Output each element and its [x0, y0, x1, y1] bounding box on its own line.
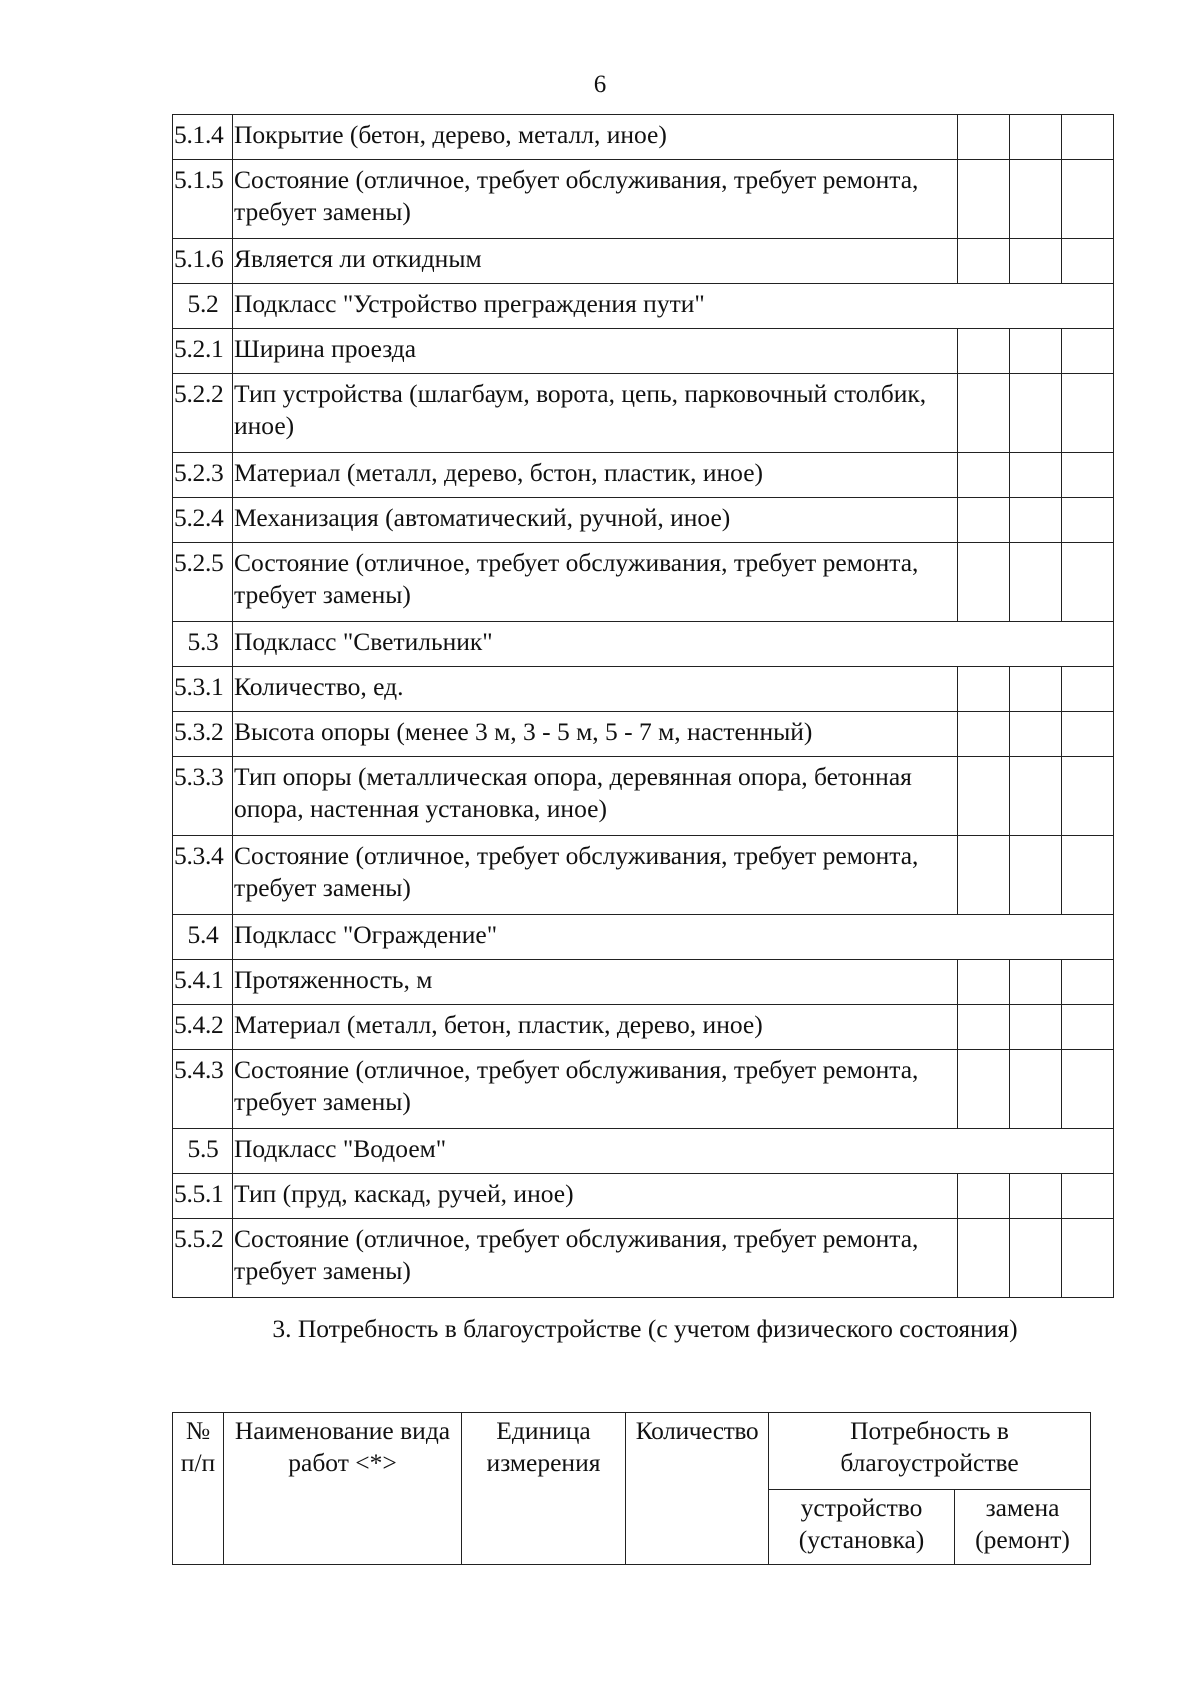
empty-cell [958, 239, 1010, 284]
table-row [173, 374, 1114, 453]
empty-cell [958, 712, 1010, 757]
empty-cell [1062, 712, 1114, 757]
empty-cell [1010, 453, 1062, 498]
row-number: 5.2.3 [173, 453, 233, 498]
page-number: 6 [593, 71, 607, 98]
row-description: Материал (металл, дерево, бстон, пластик, иное) [233, 453, 958, 498]
empty-cell [958, 115, 1010, 160]
row-description: Подкласс "Устройство преграждения пути" [233, 284, 1114, 329]
table-row [173, 239, 1114, 284]
empty-cell [958, 498, 1010, 543]
empty-cell [1062, 1174, 1114, 1219]
table-row [173, 836, 1114, 915]
subclass-row [173, 622, 1114, 667]
section-title: 3. Потребность в благоустройстве (с учетом физического состояния) [272, 1314, 1018, 1343]
empty-cell [1062, 498, 1114, 543]
empty-cell [1010, 1050, 1062, 1129]
table-row [173, 667, 1114, 712]
empty-cell [958, 960, 1010, 1005]
row-description: Состояние (отличное, требует обслуживания, требует ремонта, требует замены) [233, 160, 958, 239]
header-need: Потребность в благоустройстве [769, 1413, 1091, 1490]
row-description: Тип (пруд, каскад, ручей, иное) [233, 1174, 958, 1219]
empty-cell [1010, 836, 1062, 915]
row-number: 5.3.4 [173, 836, 233, 915]
empty-cell [958, 836, 1010, 915]
empty-cell [958, 1174, 1010, 1219]
subclass-row [173, 284, 1114, 329]
row-number: 5.4 [173, 915, 233, 960]
row-description: Является ли откидным [233, 239, 958, 284]
empty-cell [958, 1005, 1010, 1050]
empty-cell [958, 160, 1010, 239]
row-description: Состояние (отличное, требует обслуживания, требует ремонта, требует замены) [233, 1219, 958, 1298]
header-quantity: Количество [626, 1413, 769, 1565]
items-table [172, 114, 1114, 1298]
empty-cell [1062, 374, 1114, 453]
row-description: Подкласс "Водоем" [233, 1129, 1114, 1174]
table-row [173, 1005, 1114, 1050]
empty-cell [1062, 453, 1114, 498]
table-row [173, 1219, 1114, 1298]
row-description: Ширина проезда [233, 329, 958, 374]
subclass-row [173, 1129, 1114, 1174]
row-description: Состояние (отличное, требует обслуживания, требует ремонта, требует замены) [233, 836, 958, 915]
row-number: 5.1.5 [173, 160, 233, 239]
row-number: 5.5.1 [173, 1174, 233, 1219]
empty-cell [958, 1219, 1010, 1298]
empty-cell [1062, 115, 1114, 160]
empty-cell [1062, 329, 1114, 374]
empty-cell [1062, 836, 1114, 915]
row-number: 5.5.2 [173, 1219, 233, 1298]
row-description: Состояние (отличное, требует обслуживания, требует ремонта, требует замены) [233, 543, 958, 622]
header-install: устройство (установка) [769, 1490, 955, 1565]
table-row [173, 498, 1114, 543]
row-number: 5.2.4 [173, 498, 233, 543]
empty-cell [1010, 1219, 1062, 1298]
subclass-row [173, 915, 1114, 960]
row-number: 5.1.6 [173, 239, 233, 284]
empty-cell [958, 329, 1010, 374]
table-row [173, 712, 1114, 757]
empty-cell [1010, 115, 1062, 160]
empty-cell [1062, 1005, 1114, 1050]
table-row [173, 1050, 1114, 1129]
row-description: Механизация (автоматический, ручной, иное) [233, 498, 958, 543]
empty-cell [1010, 239, 1062, 284]
row-description: Тип опоры (металлическая опора, деревянная опора, бетонная опора, настенная установка, иное) [233, 757, 958, 836]
row-number: 5.2.5 [173, 543, 233, 622]
empty-cell [958, 667, 1010, 712]
empty-cell [958, 1050, 1010, 1129]
table-row [173, 543, 1114, 622]
row-number: 5.4.1 [173, 960, 233, 1005]
empty-cell [958, 757, 1010, 836]
table-row [173, 960, 1114, 1005]
empty-cell [1010, 960, 1062, 1005]
empty-cell [958, 543, 1010, 622]
row-description: Подкласс "Светильник" [233, 622, 1114, 667]
empty-cell [1062, 239, 1114, 284]
empty-cell [1062, 1050, 1114, 1129]
row-number: 5.3.2 [173, 712, 233, 757]
row-number: 5.4.2 [173, 1005, 233, 1050]
empty-cell [1062, 543, 1114, 622]
empty-cell [1010, 329, 1062, 374]
row-description: Подкласс "Ограждение" [233, 915, 1114, 960]
empty-cell [1010, 160, 1062, 239]
row-description: Покрытие (бетон, дерево, металл, иное) [233, 115, 958, 160]
row-number: 5.1.4 [173, 115, 233, 160]
row-description: Материал (металл, бетон, пластик, дерево, иное) [233, 1005, 958, 1050]
header-replace: замена (ремонт) [955, 1490, 1091, 1565]
empty-cell [1010, 543, 1062, 622]
table-row [173, 115, 1114, 160]
empty-cell [1010, 757, 1062, 836]
empty-cell [1062, 1219, 1114, 1298]
row-number: 5.3.3 [173, 757, 233, 836]
empty-cell [1010, 374, 1062, 453]
row-number: 5.2.2 [173, 374, 233, 453]
row-description: Протяженность, м [233, 960, 958, 1005]
empty-cell [1062, 160, 1114, 239]
empty-cell [958, 453, 1010, 498]
row-number: 5.4.3 [173, 1050, 233, 1129]
header-work-name: Наименование вида работ <*> [224, 1413, 462, 1565]
table-row [173, 329, 1114, 374]
empty-cell [958, 374, 1010, 453]
empty-cell [1062, 757, 1114, 836]
header-num: № п/п [173, 1413, 224, 1565]
row-description: Тип устройства (шлагбаум, ворота, цепь, парковочный столбик, иное) [233, 374, 958, 453]
empty-cell [1010, 712, 1062, 757]
table-row [173, 160, 1114, 239]
header-unit: Единица измерения [462, 1413, 626, 1565]
empty-cell [1010, 1174, 1062, 1219]
table-row [173, 757, 1114, 836]
empty-cell [1062, 667, 1114, 712]
row-number: 5.2.1 [173, 329, 233, 374]
table-row [173, 453, 1114, 498]
needs-table [172, 1412, 1091, 1565]
row-description: Состояние (отличное, требует обслуживания, требует ремонта, требует замены) [233, 1050, 958, 1129]
row-number: 5.5 [173, 1129, 233, 1174]
row-description: Высота опоры (менее 3 м, 3 - 5 м, 5 - 7 м, настенный) [233, 712, 958, 757]
empty-cell [1010, 667, 1062, 712]
row-description: Количество, ед. [233, 667, 958, 712]
empty-cell [1010, 498, 1062, 543]
row-number: 5.3.1 [173, 667, 233, 712]
empty-cell [1062, 960, 1114, 1005]
row-number: 5.2 [173, 284, 233, 329]
empty-cell [1010, 1005, 1062, 1050]
row-number: 5.3 [173, 622, 233, 667]
table-row [173, 1174, 1114, 1219]
